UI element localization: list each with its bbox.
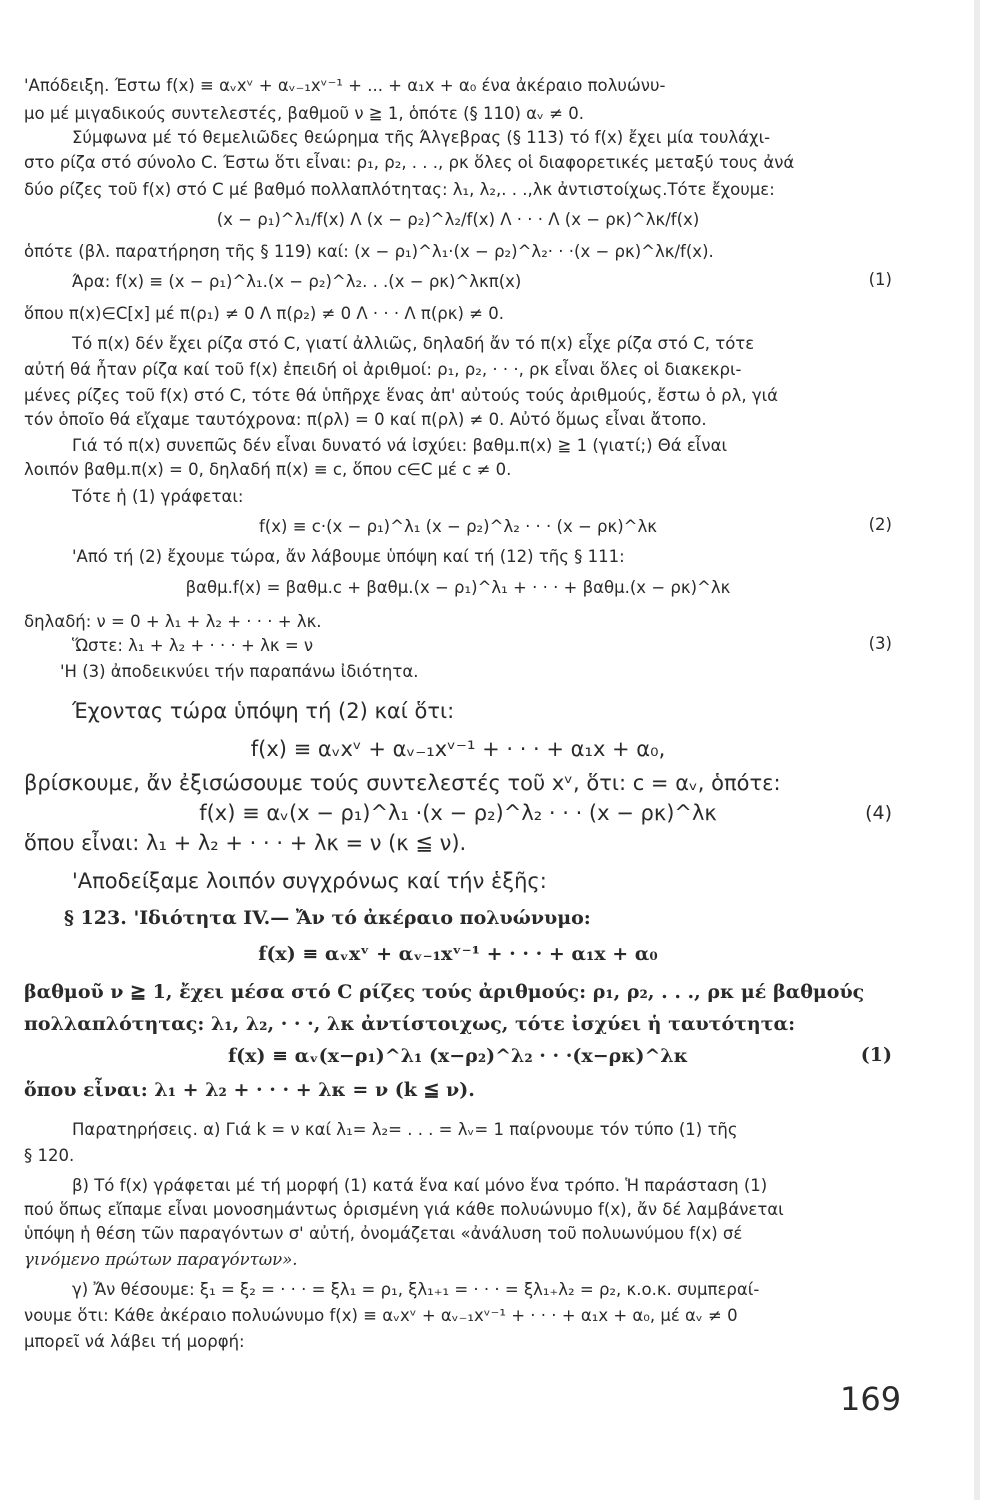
formula-line: f(x) ≡ αᵥxᵛ + αᵥ₋₁xᵛ⁻¹ + · · · + α₁x + α₀: [258, 943, 658, 965]
text-line: Παρατηρήσεις. α) Γιά k = ν καί λ₁= λ₂= . . . = λᵥ= 1 παίρνουμε τόν τύπο (1) τῆς: [72, 1120, 738, 1139]
text-line: μο μέ μιγαδικούς συντελεστές, βαθμοῦ ν ≧ 1, ὁπότε (§ 110) αᵥ ≠ 0.: [24, 104, 584, 123]
text-line: γινόμενο πρώτων παραγόντων».: [24, 1250, 298, 1269]
formula-line: (x − ρ₁)^λ₁/f(x) Λ (x − ρ₂)^λ₂/f(x) Λ · · · Λ (x − ρκ)^λκ/f(x): [216, 210, 700, 229]
text-line: νουμε ὅτι: Κάθε ἀκέραιο πολυώνυμο f(x) ≡ αᵥxᵛ + αᵥ₋₁xᵛ⁻¹ + · · · + α₁x + α₀, μέ αᵥ ≠ 0: [24, 1306, 738, 1325]
text-line: β) Τό f(x) γράφεται μέ τή μορφή (1) κατά ἕνα καί μόνο ἕνα τρόπο. Ἡ παράσταση (1): [72, 1176, 768, 1195]
text-line: 'Η (3) ἀποδεικνύει τήν παραπάνω ἰδιότητα.: [60, 662, 419, 681]
equation-number: (3): [868, 634, 892, 653]
formula-line: δηλαδή: ν = 0 + λ₁ + λ₂ + · · · + λκ.: [24, 612, 322, 631]
formula-line: Άρα: f(x) ≡ (x − ρ₁)^λ₁.(x − ρ₂)^λ₂. . .(x − ρκ)^λκπ(x): [72, 272, 522, 291]
text-line: § 120.: [24, 1146, 75, 1165]
text-line: ὑπόψη ἡ θέση τῶν παραγόντων σ' αὐτή, ὀνομάζεται «ἀνάλυση τοῦ πολυωνύμου f(x) σέ: [24, 1224, 743, 1243]
text-line: Γιά τό π(x) συνεπῶς δέν εἶναι δυνατό νά ἰσχύει: βαθμ.π(x) ≧ 1 (γιατί;) Θά εἶναι: [72, 436, 728, 455]
text-line: αὐτή θά ἦταν ρίζα καί τοῦ f(x) ἐπειδή οἱ ἀριθμοί: ρ₁, ρ₂, · · ·, ρκ εἶναι ὅλες οἱ διακεκρι-: [24, 360, 742, 379]
text-line: 'Από τή (2) ἔχουμε τώρα, ἄν λάβουμε ὑπόψη καί τή (12) τῆς § 111:: [72, 547, 625, 566]
theorem-line: ὅπου εἶναι: λ₁ + λ₂ + · · · + λκ = ν (k ≦ ν).: [24, 1079, 475, 1101]
text-line: μπορεῖ νά λάβει τή μορφή:: [24, 1332, 245, 1351]
text-line: βρίσκουμε, ἄν ἐξισώσουμε τούς συντελεστές τοῦ xᵛ, ὅτι: c = αᵥ, ὁπότε:: [24, 771, 781, 795]
text-line: ὅπου π(x)∈C[x] μέ π(ρ₁) ≠ 0 Λ π(ρ₂) ≠ 0 Λ · · · Λ π(ρκ) ≠ 0.: [24, 304, 504, 323]
text-line: δύο ρίζες τοῦ f(x) στό C μέ βαθμό πολλαπλότητας: λ₁, λ₂,. . .,λκ ἀντιστοίχως.Τότε ἔχουμε:: [24, 180, 775, 199]
equation-number: (1): [868, 270, 892, 289]
formula-line: f(x) ≡ αᵥxᵛ + αᵥ₋₁xᵛ⁻¹ + · · · + α₁x + α₀,: [250, 737, 666, 761]
page-number: 169: [840, 1380, 902, 1418]
text-line: Έχοντας τώρα ὑπόψη τή (2) καί ὅτι:: [72, 699, 455, 723]
formula-line: f(x) ≡ αᵥ(x−ρ₁)^λ₁ (x−ρ₂)^λ₂ · · ·(x−ρκ)^λκ: [228, 1045, 688, 1067]
text-line: τόν ὁποῖο θά εἴχαμε ταυτόχρονα: π(ρλ) = 0 καί π(ρλ) ≠ 0. Αὐτό ὅμως εἶναι ἄτοπο.: [24, 410, 707, 429]
theorem-line: βαθμοῦ ν ≧ 1, ἔχει μέσα στό C ρίζες τούς ἀριθμούς: ρ₁, ρ₂, . . ., ρκ μέ βαθμούς: [24, 981, 865, 1003]
text-line: στο ρίζα στό σύνολο C. Έστω ὅτι εἶναι: ρ₁, ρ₂, . . ., ρκ ὅλες οἱ διαφορετικές μεταξύ τους ἀνά: [24, 153, 795, 172]
equation-number: (2): [868, 515, 892, 534]
formula-line: βαθμ.f(x) = βαθμ.c + βαθμ.(x − ρ₁)^λ₁ + · · · + βαθμ.(x − ρκ)^λκ: [185, 578, 731, 597]
theorem-line: πολλαπλότητας: λ₁, λ₂, · · ·, λκ ἀντίστοιχως, τότε ἰσχύει ἡ ταυτότητα:: [24, 1013, 796, 1035]
text-line: Τότε ἡ (1) γράφεται:: [72, 487, 244, 506]
text-line: 'Απόδειξη. Έστω f(x) ≡ αᵥxᵛ + αᵥ₋₁xᵛ⁻¹ + ... + α₁x + α₀ ένα ἀκέραιο πολυώνυ-: [24, 76, 666, 95]
formula-line: f(x) ≡ αᵥ(x − ρ₁)^λ₁ ·(x − ρ₂)^λ₂ · · · (x − ρκ)^λκ: [199, 801, 717, 825]
section-heading: § 123. 'Ιδιότητα IV.— Ἄν τό ἀκέραιο πολυώνυμο:: [64, 907, 591, 929]
equation-number: (4): [865, 802, 892, 824]
page-edge-shadow: [974, 0, 980, 1500]
text-line: μένες ρίζες τοῦ f(x) στό C, τότε θά ὑπῆρχε ἕνας ἀπ' αὐτούς τούς ἀριθμούς, ἔστω ὁ ρλ, γιά: [24, 386, 779, 405]
equation-number: (1): [860, 1044, 892, 1066]
text-line: ὅπου εἶναι: λ₁ + λ₂ + · · · + λκ = ν (κ ≦ ν).: [24, 831, 467, 855]
text-line: πού ὅπως εἴπαμε εἶναι μονοσημάντως ὁρισμένη γιά κάθε πολυώνυμο f(x), ἄν δέ λαμβάνεται: [24, 1200, 784, 1219]
text-line: γ) Ἄν θέσουμε: ξ₁ = ξ₂ = · · · = ξλ₁ = ρ₁, ξλ₁₊₁ = · · · = ξλ₁₊λ₂ = ρ₂, κ.ο.κ. συμπεραί-: [72, 1280, 760, 1299]
text-line: Σύμφωνα μέ τό θεμελιῶδες θεώρημα τῆς Άλγεβρας (§ 113) τό f(x) ἔχει μία τουλάχι-: [72, 128, 771, 147]
text-line: 'Αποδείξαμε λοιπόν συγχρόνως καί τήν ἑξῆς:: [72, 869, 547, 893]
text-line: ὁπότε (βλ. παρατήρηση τῆς § 119) καί: (x − ρ₁)^λ₁·(x − ρ₂)^λ₂· · ·(x − ρκ)^λκ/f(x).: [24, 242, 714, 261]
text-line: λοιπόν βαθμ.π(x) = 0, δηλαδή π(x) ≡ c, ὅπου c∈C μέ c ≠ 0.: [24, 460, 512, 479]
formula-line: Ὥστε: λ₁ + λ₂ + · · · + λκ = ν: [72, 636, 314, 655]
text-line: Τό π(x) δέν ἔχει ρίζα στό C, γιατί ἀλλιῶς, δηλαδή ἄν τό π(x) εἶχε ρίζα στό C, τότε: [72, 334, 755, 353]
formula-line: f(x) ≡ c·(x − ρ₁)^λ₁ (x − ρ₂)^λ₂ · · · (x − ρκ)^λκ: [259, 517, 657, 536]
